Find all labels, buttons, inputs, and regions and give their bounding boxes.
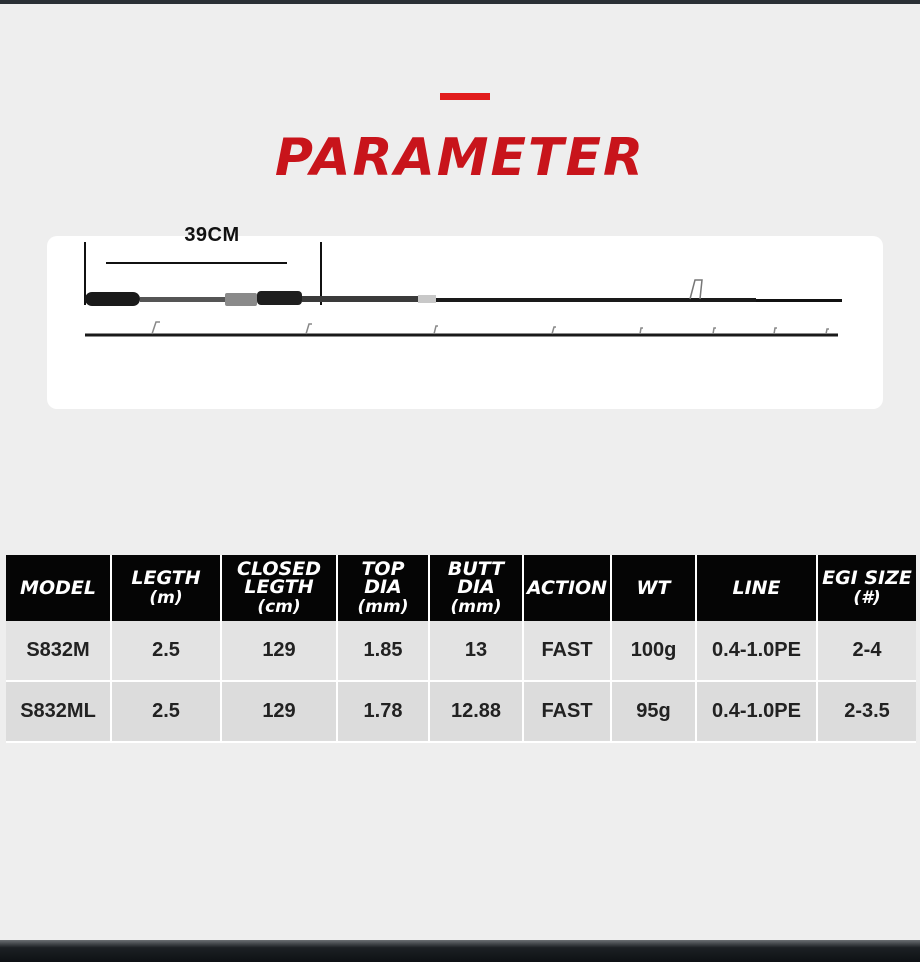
table-row bbox=[6, 621, 916, 681]
cell-weight: 100g bbox=[611, 621, 696, 681]
header-weight: WT bbox=[611, 555, 696, 621]
header-egi-size: EGI SIZE (#) bbox=[817, 555, 916, 621]
rod-reel-seat bbox=[225, 293, 257, 306]
header-model: MODEL bbox=[6, 555, 111, 621]
handle-length-label: 39CM bbox=[184, 224, 240, 246]
header-butt-dia: BUTT DIA (mm) bbox=[429, 555, 523, 621]
header-top-dia: TOP DIA (mm) bbox=[337, 555, 429, 621]
cell-length: 2.5 bbox=[111, 681, 221, 742]
cell-egi-size: 2-3.5 bbox=[817, 681, 916, 742]
cell-butt-dia: 13 bbox=[429, 621, 523, 681]
rod-handle-blank bbox=[140, 297, 225, 302]
cell-line: 0.4-1.0PE bbox=[696, 681, 817, 742]
cell-model: S832M bbox=[6, 621, 111, 681]
tip-guides bbox=[152, 322, 829, 334]
cell-closed-length: 129 bbox=[221, 681, 337, 742]
cell-top-dia: 1.78 bbox=[337, 681, 429, 742]
cell-closed-length: 129 bbox=[221, 621, 337, 681]
rod-blank bbox=[436, 298, 756, 302]
header-length: LEGTH (m) bbox=[111, 555, 221, 621]
rod-blank-end bbox=[756, 299, 842, 302]
cell-egi-size: 2-4 bbox=[817, 621, 916, 681]
table-header-row bbox=[6, 555, 916, 621]
header-closed-length: CLOSED LEGTH (cm) bbox=[221, 555, 337, 621]
rod-ferrule bbox=[418, 295, 436, 303]
header-line: LINE bbox=[696, 555, 817, 621]
rod-rear-grip bbox=[85, 292, 140, 306]
rod-butt-blank bbox=[302, 296, 422, 302]
bottom-border-strip bbox=[0, 940, 920, 962]
cell-top-dia: 1.85 bbox=[337, 621, 429, 681]
cell-action: FAST bbox=[523, 621, 611, 681]
spec-table bbox=[6, 555, 916, 743]
table-row bbox=[6, 681, 916, 742]
cell-weight: 95g bbox=[611, 681, 696, 742]
fishing-rod-illustration bbox=[0, 0, 920, 420]
cell-line: 0.4-1.0PE bbox=[696, 621, 817, 681]
page-title: PARAMETER bbox=[274, 128, 646, 188]
rod-fore-grip bbox=[257, 291, 302, 305]
rod-guide bbox=[690, 280, 702, 299]
cell-action: FAST bbox=[523, 681, 611, 742]
header-action: ACTION bbox=[523, 555, 611, 621]
cell-model: S832ML bbox=[6, 681, 111, 742]
cell-butt-dia: 12.88 bbox=[429, 681, 523, 742]
cell-length: 2.5 bbox=[111, 621, 221, 681]
